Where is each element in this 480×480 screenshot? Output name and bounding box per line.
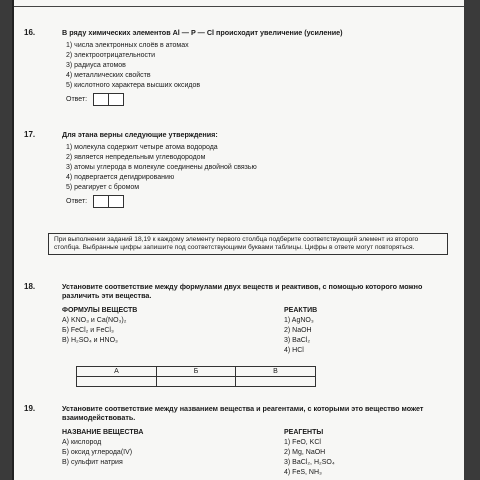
question-number: 16.	[24, 28, 36, 37]
left-item: Б) FeCl₂ и FeCl₃	[62, 327, 114, 334]
option: 5) кислотного характера высших оксидов	[66, 82, 201, 89]
options-list	[66, 41, 454, 91]
answer-cell[interactable]	[157, 377, 236, 387]
matching-columns	[62, 306, 454, 356]
question-17	[24, 130, 454, 208]
answer-box[interactable]	[93, 93, 109, 106]
question-number: 17.	[24, 130, 36, 139]
answer-boxes[interactable]	[93, 195, 124, 208]
top-rule	[14, 6, 464, 7]
option: 2) электроотрицательности	[66, 52, 156, 59]
answer-cell[interactable]	[77, 377, 157, 387]
answer-table-head-cell: Б	[157, 367, 236, 377]
right-column	[284, 428, 335, 478]
answer-row	[66, 93, 454, 106]
question-number: 18.	[24, 282, 36, 291]
left-item: А) KNO₃ и Ca(NO₃)₂	[62, 317, 127, 324]
question-18	[24, 282, 454, 356]
question-16	[24, 28, 454, 106]
left-item: А) кислород	[62, 439, 102, 446]
option: 4) подвергается дегидрированию	[66, 174, 175, 181]
answer-box[interactable]	[109, 195, 124, 208]
right-column-head: РЕАКТИВ	[284, 307, 318, 314]
right-item: 3) BaCl₂	[284, 337, 311, 344]
right-column	[284, 306, 317, 356]
answer-cell[interactable]	[235, 377, 315, 387]
answer-table-head-cell: В	[235, 367, 315, 377]
answer-table	[76, 366, 316, 387]
right-item: 2) NaOH	[284, 327, 312, 334]
matching-columns	[62, 428, 454, 478]
option: 1) молекула содержит четыре атома водорода	[66, 144, 218, 151]
right-item: 1) AgNO₃	[284, 317, 314, 324]
question-number: 19.	[24, 404, 36, 413]
answer-row	[66, 195, 454, 208]
option: 3) атомы углерода в молекуле соединены двойной связью	[66, 164, 257, 171]
option: 1) числа электронных слоёв в атомах	[66, 42, 189, 49]
answer-table-header	[77, 367, 316, 377]
left-column	[62, 428, 284, 478]
question-text: В ряду химических элементов Al — P — Cl происходит увеличение (усиление)	[62, 28, 343, 37]
question-text: Установите соответствие между названием вещества и реагентами, с которыми это вещество может взаимодействовать.	[62, 404, 424, 422]
answer-table-head-cell: А	[77, 367, 157, 377]
left-item: Б) оксид углерода(IV)	[62, 449, 133, 456]
instructions-box: При выполнении заданий 18,19 к каждому элементу первого столбца подберите соответствующий элемент из второго столбца. Выбранные цифры запишите под соответствующими буквами таблицы. Цифры в ответе могут повторяться.	[48, 233, 448, 255]
right-item: 4) FeS, NH₃	[284, 469, 322, 476]
question-text: Установите соответствие между формулами двух веществ и реактивов, с помощью которого можно различить эти вещества.	[62, 282, 423, 300]
answer-box[interactable]	[109, 93, 124, 106]
option: 4) металлических свойств	[66, 72, 151, 79]
right-item: 2) Mg, NaOH	[284, 449, 326, 456]
option: 3) радиуса атомов	[66, 62, 126, 69]
answer-boxes[interactable]	[93, 93, 124, 106]
left-column	[62, 306, 284, 356]
left-item: В) сульфит натрия	[62, 459, 123, 466]
answer-box[interactable]	[93, 195, 109, 208]
options-list	[66, 143, 454, 193]
option: 5) реагирует с бромом	[66, 184, 140, 191]
answer-table-row	[77, 377, 316, 387]
left-item: В) H₂SO₄ и HNO₃	[62, 337, 118, 344]
worksheet-page	[12, 0, 464, 480]
question-19	[24, 404, 454, 478]
left-column-head: ФОРМУЛЫ ВЕЩЕСТВ	[62, 307, 138, 314]
question-text: Для этана верны следующие утверждения:	[62, 130, 218, 139]
option: 2) является непредельным углеводородом	[66, 154, 206, 161]
right-item: 3) BaCl₂, H₂SO₄	[284, 459, 335, 466]
left-column-head: НАЗВАНИЕ ВЕЩЕСТВА	[62, 429, 144, 436]
right-column-head: РЕАГЕНТЫ	[284, 429, 324, 436]
answer-label: Ответ:	[66, 96, 88, 103]
right-item: 4) HCl	[284, 347, 304, 354]
right-item: 1) FeO, KCl	[284, 439, 321, 446]
answer-label: Ответ:	[66, 198, 88, 205]
